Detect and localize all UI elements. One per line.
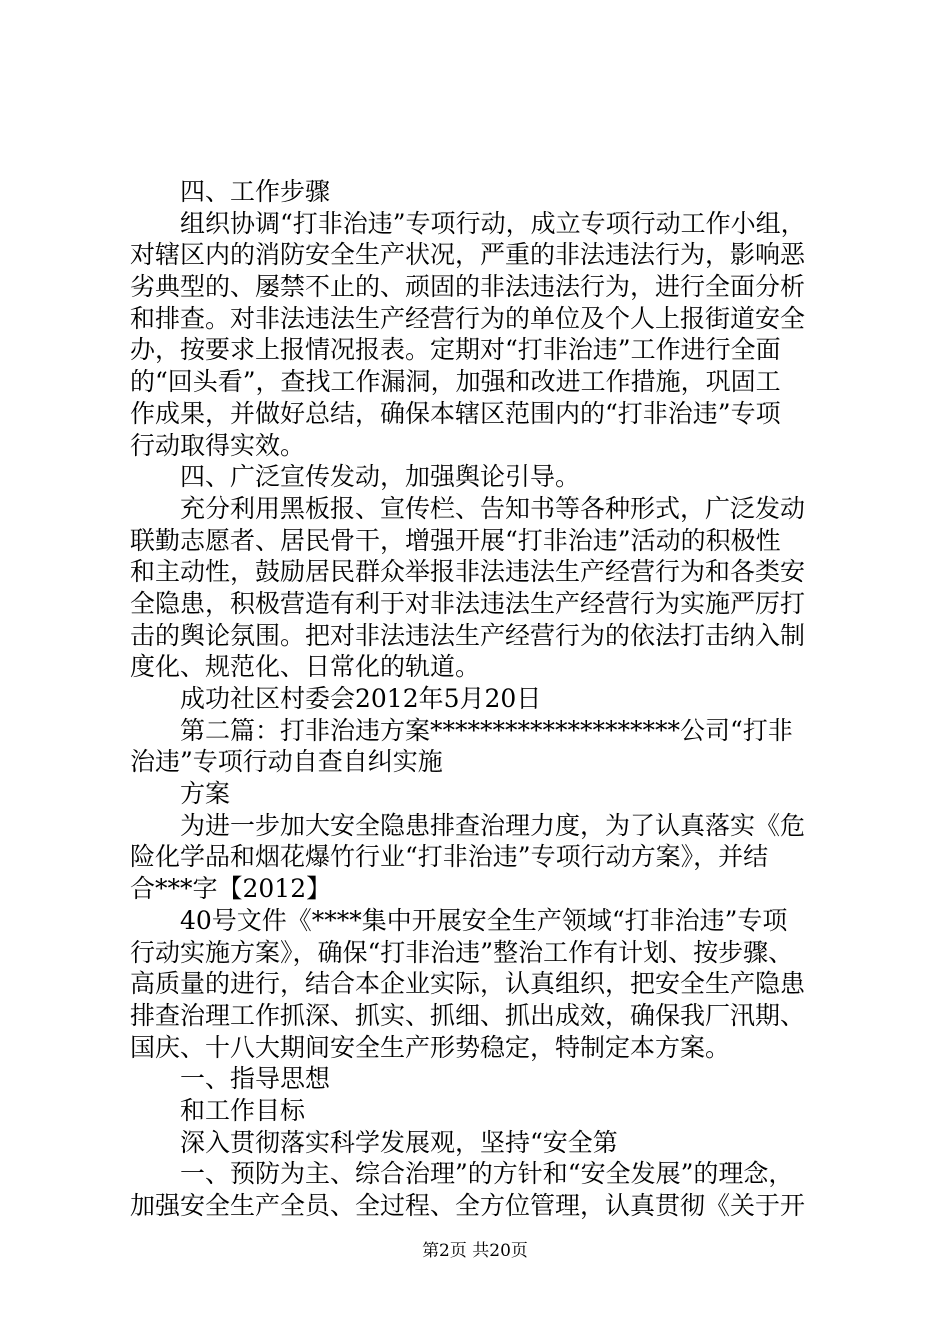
text-line: 国庆、十八大期间安全生产形势稳定，特制定本方案。 — [130, 1032, 731, 1062]
text-line: 和工作目标 — [180, 1095, 306, 1125]
text-line: 深入贯彻落实科学发展观，坚持“安全第 — [180, 1127, 618, 1157]
text-line: 成功社区村委会2012年5月20日 — [180, 684, 542, 713]
text-line: 合***字【2012】 — [130, 874, 332, 904]
text-line: 击的舆论氛围。把对非法违法生产经营行为的依法打击纳入制 — [130, 620, 806, 650]
text-line: 一、预防为主、综合治理”的方针和“安全发展”的理念， — [180, 1159, 794, 1189]
text-line: 方案 — [180, 779, 231, 809]
text-line: 劣典型的、屡禁不止的、顽固的非法违法行为，进行全面分析 — [130, 272, 806, 302]
text-line: 高质量的进行，结合本企业实际，认真组织，把安全生产隐患 — [130, 969, 806, 999]
text-line: 治违”专项行动自查自纠实施 — [130, 747, 443, 777]
text-line: 加强安全生产全员、全过程、全方位管理，认真贯彻《关于开 — [130, 1191, 806, 1220]
text-line: 一、指导思想 — [180, 1064, 331, 1094]
text-line: 40号文件《****集中开展安全生产领域“打非治违”专项 — [180, 905, 788, 935]
text-line: 作成果，并做好总结，确保本辖区范围内的“打非治违”专项 — [130, 398, 781, 428]
text-line: 的“回头看”，查找工作漏洞，加强和改进工作措施，巩固工 — [130, 367, 781, 397]
text-line: 办，按要求上报情况报表。定期对“打非治违”工作进行全面 — [130, 335, 781, 365]
text-line: 全隐患，积极营造有利于对非法违法生产经营行为实施严厉打 — [130, 588, 806, 618]
text-line: 和主动性，鼓励居民群众举报非法违法生产经营行为和各类安 — [130, 557, 806, 587]
text-line: 联勤志愿者、居民骨干，增强开展“打非治违”活动的积极性 — [130, 525, 781, 555]
text-line: 四、广泛宣传发动，加强舆论引导。 — [180, 462, 581, 492]
document-body — [130, 176, 830, 1222]
text-line: 为进一步加大安全隐患排查治理力度，为了认真落实《危 — [180, 810, 806, 840]
text-line: 和排查。对非法违法生产经营行为的单位及个人上报街道安全 — [130, 303, 806, 333]
text-line: 对辖区内的消防安全生产状况，严重的非法违法行为，影响恶 — [130, 240, 806, 270]
text-line: 行动取得实效。 — [130, 430, 306, 460]
text-line: 度化、规范化、日常化的轨道。 — [130, 652, 481, 682]
text-line: 四、工作步骤 — [180, 177, 331, 206]
text-line: 险化学品和烟花爆竹行业“打非治违”专项行动方案》，并结 — [130, 842, 769, 872]
page-footer: 第2页 共20页 — [422, 1241, 528, 1261]
text-line: 行动实施方案》，确保“打非治违”整治工作有计划、按步骤、 — [130, 937, 794, 967]
text-line: 排查治理工作抓深、抓实、抓细、抓出成效，确保我厂汛期、 — [130, 1000, 806, 1030]
text-line: 组织协调“打非治违”专项行动，成立专项行动工作小组， — [180, 208, 806, 238]
text-line: 第二篇：打非治违方案********************公司“打非 — [180, 715, 793, 745]
text-line: 充分利用黑板报、宣传栏、告知书等各种形式，广泛发动 — [180, 493, 806, 523]
